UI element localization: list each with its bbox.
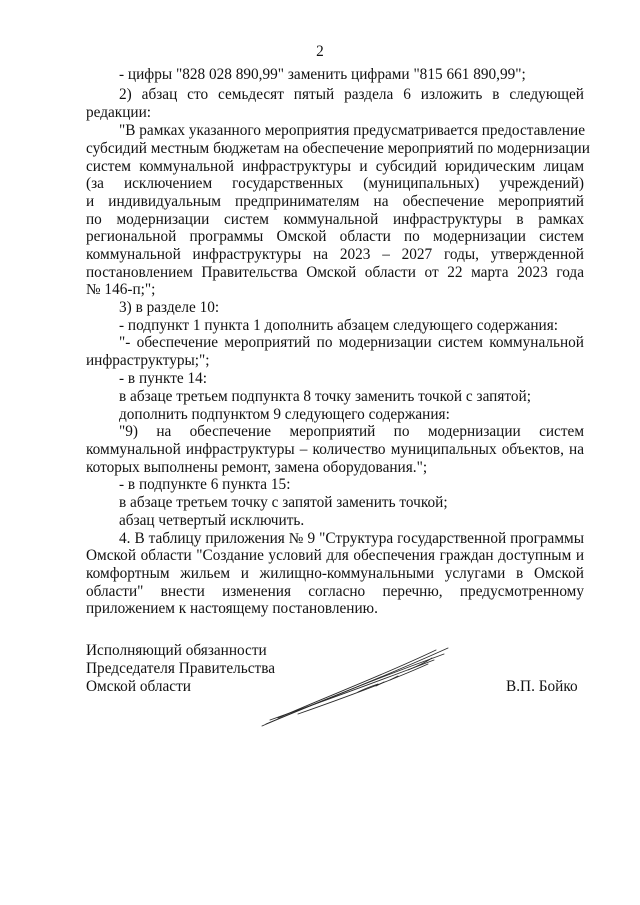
body-line: 2) абзац сто семьдесят пятый раздела 6 изложить в следующей	[119, 86, 584, 103]
handwritten-signature	[258, 644, 458, 729]
body-line: и индивидуальным предпринимателям на обеспечение мероприятий	[86, 193, 584, 210]
page-number: 2	[316, 43, 324, 60]
body-line: в абзаце третьем подпункта 8 точку заменить точкой с запятой;	[119, 388, 531, 405]
body-line: - подпункт 1 пункта 1 дополнить абзацем следующего содержания:	[119, 317, 559, 334]
body-line: абзац четвертый исключить.	[119, 512, 305, 529]
body-line: - цифры "828 028 890,99" заменить цифрами "815 661 890,99";	[119, 66, 526, 83]
body-line: № 146-п;";	[86, 281, 156, 298]
signer-name: В.П. Бойко	[506, 678, 578, 695]
body-line: 3) в разделе 10:	[119, 299, 220, 316]
body-line: постановлением Правительства Омской области от 22 марта 2023 года	[86, 264, 584, 281]
body-line: комфортным жильем и жилищно-коммунальными услугами в Омской	[86, 565, 584, 582]
body-line: в абзаце третьем точку с запятой заменить точкой;	[119, 494, 448, 511]
body-line: коммунальной инфраструктуры на 2023 – 2027 годы, утвержденной	[86, 246, 584, 263]
body-line: которых выполнены ремонт, замена оборудования.";	[86, 459, 428, 476]
body-line: субсидий местным бюджетам на обеспечение мероприятий по модернизации	[86, 140, 590, 157]
body-line: (за исключением государственных (муниципальных) учреждений)	[86, 175, 584, 192]
body-line: региональной программы Омской области по модернизации систем	[86, 228, 584, 245]
body-line: по модернизации систем коммунальной инфраструктуры в рамках	[86, 211, 584, 228]
body-line: "В рамках указанного мероприятия предусматривается предоставление	[119, 122, 585, 139]
body-line: - в пункте 14:	[119, 370, 208, 387]
body-line: приложением к настоящему постановлению.	[86, 600, 378, 617]
signer-position-line: Исполняющий обязанности	[86, 642, 267, 659]
body-line: "- обеспечение мероприятий по модернизации систем коммунальной	[119, 334, 584, 351]
body-line: инфраструктуры;";	[86, 352, 210, 369]
body-line: редакции:	[86, 104, 152, 121]
body-line: области" внести изменения согласно перечню, предусмотренному	[86, 583, 584, 600]
signer-position-line: Омской области	[86, 678, 191, 695]
body-line: коммунальной инфраструктуры – количество муниципальных объектов, на	[86, 441, 584, 458]
signer-position-line: Председателя Правительства	[86, 660, 276, 677]
body-line: Омской области "Создание условий для обеспечения граждан доступным и	[86, 547, 584, 564]
body-line: систем коммунальной инфраструктуры и субсидий юридическим лицам	[86, 158, 584, 175]
body-line: - в подпункте 6 пункта 15:	[119, 476, 291, 493]
body-line: "9) на обеспечение мероприятий по модернизации систем	[119, 423, 584, 440]
body-line: 4. В таблицу приложения № 9 "Структура государственной программы	[119, 530, 584, 547]
body-line: дополнить подпунктом 9 следующего содержания:	[119, 406, 450, 423]
